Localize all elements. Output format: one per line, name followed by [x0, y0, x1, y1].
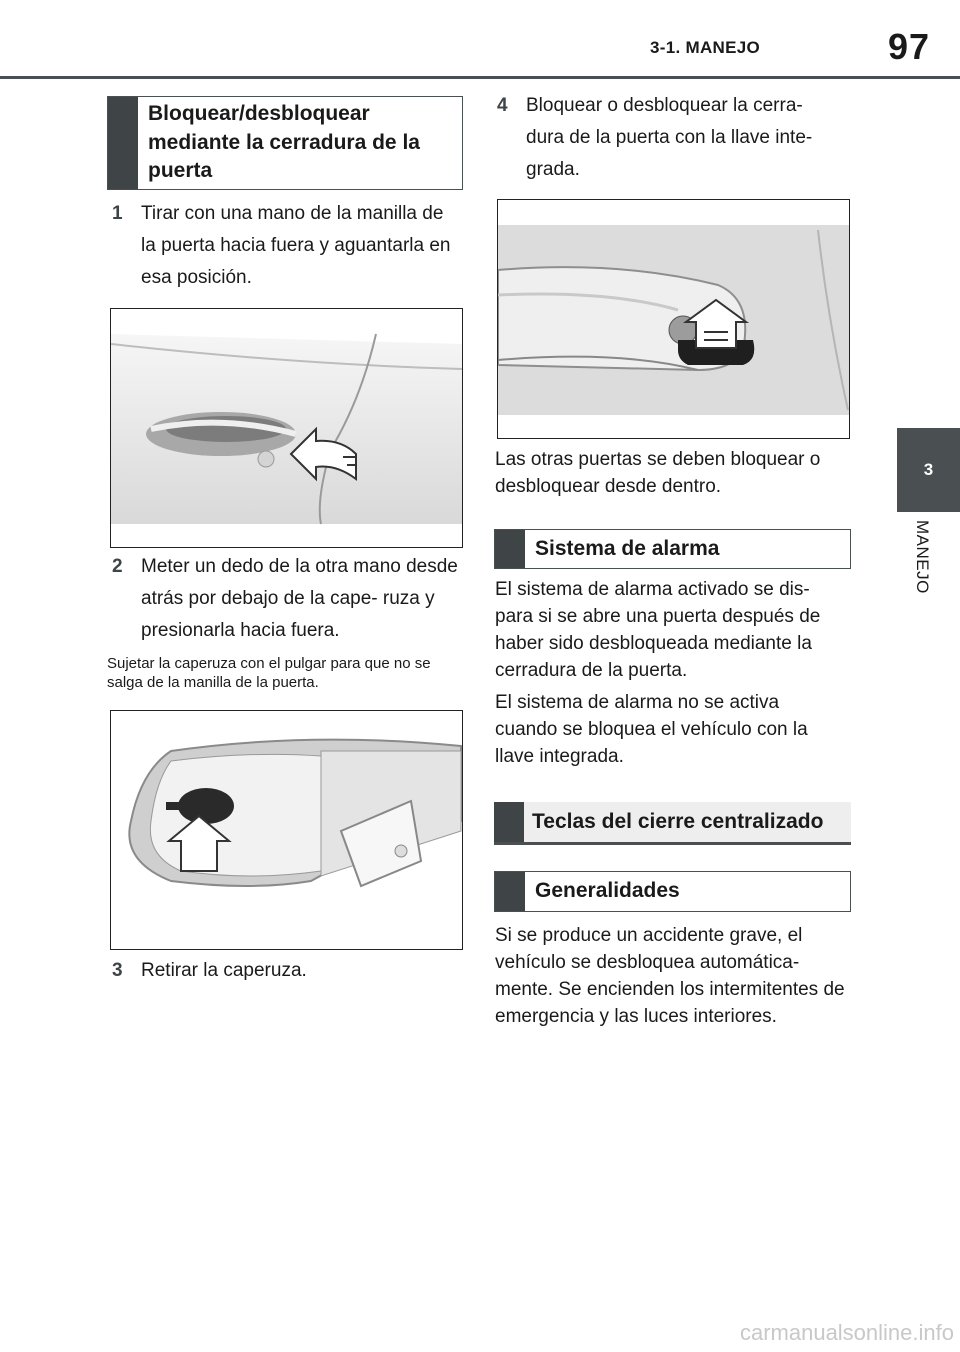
step-1 [112, 198, 462, 294]
header-divider [0, 76, 960, 79]
alarm-paragraph-1: El sistema de alarma activado se dis- para si se abre una puerta después de haber sido desbloqueada mediante la cerradura de la puerta. [495, 579, 821, 681]
watermark: carmanualsonline.info [739, 1320, 954, 1345]
heading-accent-bar [495, 872, 525, 911]
heading-accent-bar [494, 802, 524, 842]
step-text: Tirar con una mano de la manilla de la puerta hacia fuera y aguantarla en esa posición. [141, 203, 451, 288]
step-number: 2 [112, 556, 123, 577]
other-doors-text: Las otras puertas se deben bloquear o desbloquear desde dentro. [495, 449, 821, 497]
central-locking-heading [494, 802, 851, 845]
lock-heading-text: Bloquear/desbloquear mediante la cerradura de la puerta [148, 102, 420, 183]
section-title: 3-1. MANEJO [650, 38, 761, 57]
step-2-note: Sujetar la caperuza con el pulgar para que no se salga de la manilla de la puerta. [107, 655, 431, 691]
step-text: Meter un dedo de la otra mano desde atrás por debajo de la cape- ruza y presionarla hacia fuera. [141, 556, 458, 641]
step-number: 4 [497, 95, 508, 116]
general-heading [494, 871, 851, 912]
chapter-tab-label: MANEJO [913, 520, 932, 594]
alarm-heading [494, 529, 851, 569]
lock-heading [107, 96, 463, 190]
step-2 [112, 551, 462, 647]
heading-accent-bar [495, 530, 525, 568]
alarm-paragraph-2: El sistema de alarma no se activa cuando se bloquea el vehículo con la llave integrada. [495, 692, 808, 767]
chapter-tab-number: 3 [897, 428, 960, 512]
door-handle-pull-figure [110, 308, 463, 548]
step-4 [497, 90, 842, 186]
general-heading-text: Generalidades [535, 879, 680, 903]
page-number: 97 [887, 26, 930, 67]
step-text: Retirar la caperuza. [141, 960, 307, 981]
cap-removal-figure [110, 710, 463, 950]
general-paragraph: Si se produce un accidente grave, el vehículo se desbloquea automática- mente. Se encienden los intermitentes de emergencia y las luces interiores. [495, 925, 845, 1027]
step-3 [112, 955, 462, 987]
heading-accent-bar [108, 97, 138, 189]
key-lock-figure [497, 199, 850, 439]
step-number: 3 [112, 960, 123, 981]
step-text: Bloquear o desbloquear la cerra- dura de la puerta con la llave inte- grada. [526, 95, 813, 180]
alarm-heading-text: Sistema de alarma [535, 536, 720, 560]
central-locking-heading-text: Teclas del cierre centralizado [532, 810, 824, 833]
step-number: 1 [112, 203, 123, 224]
